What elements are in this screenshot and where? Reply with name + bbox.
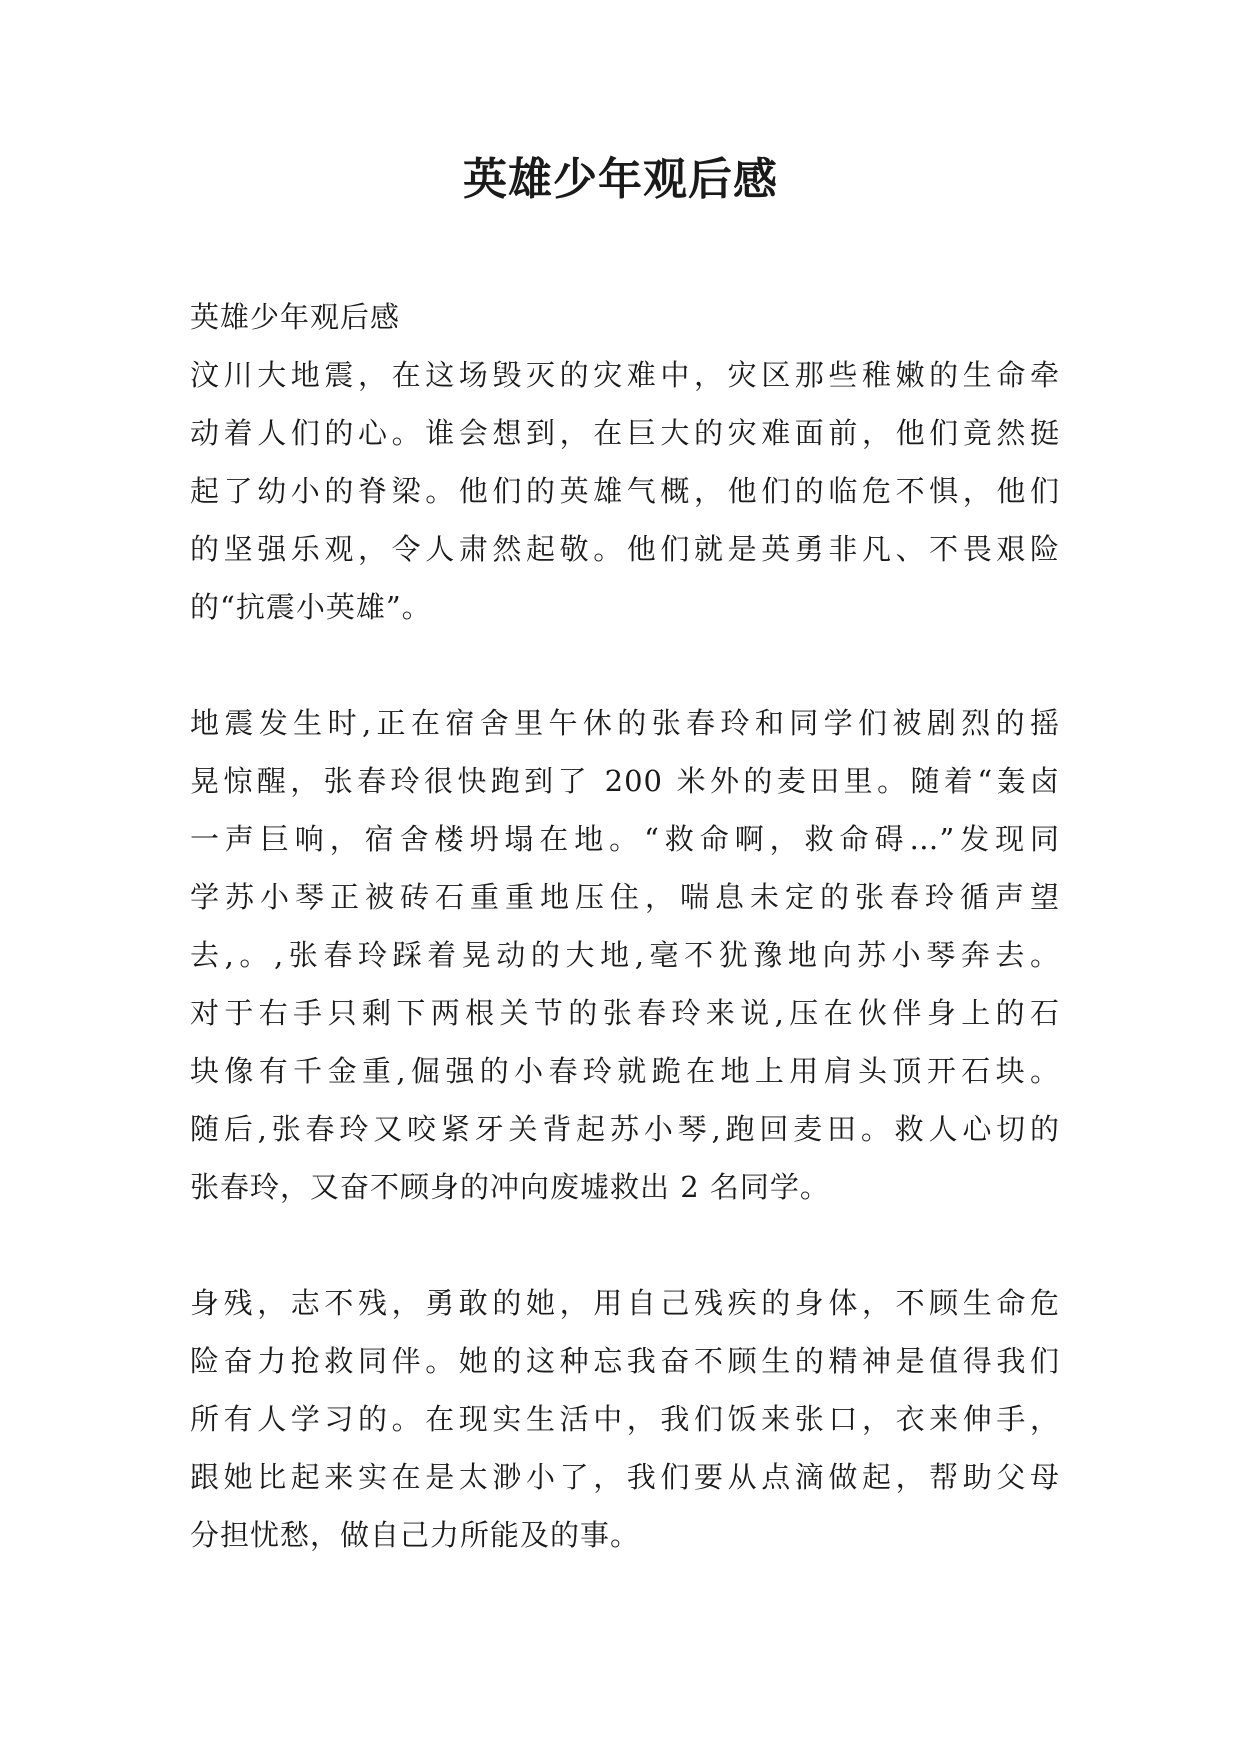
paragraph-line: 身残，志不残，勇敢的她，用自己残疾的身体，不顾生命危 xyxy=(190,1286,1060,1320)
paragraph-2 xyxy=(190,694,1060,1216)
paragraph-line: 起了幼小的脊梁。他们的英雄气概，他们的临危不惧，他们 xyxy=(190,474,1060,508)
paragraph-line: 所有人学习的。在现实生活中，我们饭来张口，衣来伸手， xyxy=(190,1402,1060,1436)
paragraph-line: 张春玲，又奋不顾身的冲向废墟救出 2 名同学。 xyxy=(190,1170,830,1204)
paragraph-line: 动着人们的心。谁会想到，在巨大的灾难面前，他们竟然挺 xyxy=(190,416,1060,450)
document-title: 英雄少年观后感 xyxy=(463,154,778,205)
paragraph-line: 地震发生时,正在宿舍里午休的张春玲和同学们被剧烈的摇 xyxy=(190,706,1060,740)
paragraph-1 xyxy=(190,346,1060,636)
paragraph-gap xyxy=(190,1216,1060,1274)
paragraph-gap xyxy=(190,636,1060,694)
paragraph-line: 险奋力抢救同伴。她的这种忘我奋不顾生的精神是值得我们 xyxy=(190,1344,1060,1378)
paragraph-line: 汶川大地震，在这场毁灭的灾难中，灾区那些稚嫩的生命牵 xyxy=(190,358,1060,392)
paragraph-line: 块像有千金重,倔强的小春玲就跪在地上用肩头顶开石块。 xyxy=(190,1054,1060,1088)
paragraph-line: 跟她比起来实在是太渺小了，我们要从点滴做起，帮助父母 xyxy=(190,1460,1060,1494)
paragraph-line: 晃惊醒，张春玲很快跑到了 200 米外的麦田里。随着“轰卤 xyxy=(190,764,1060,798)
paragraph-line: 学苏小琴正被砖石重重地压住，喘息未定的张春玲循声望 xyxy=(190,880,1060,914)
paragraph-line: 的“抗震小英雄”。 xyxy=(190,590,432,624)
paragraph-line: 去,。,张春玲踩着晃动的大地,毫不犹豫地向苏小琴奔去。 xyxy=(190,938,1060,972)
paragraph-3 xyxy=(190,1274,1060,1564)
paragraph-line: 分担忧愁，做自己力所能及的事。 xyxy=(190,1518,641,1552)
paragraph-line: 的坚强乐观，令人肃然起敬。他们就是英勇非凡、不畏艰险 xyxy=(190,532,1060,566)
paragraph-line: 随后,张春玲又咬紧牙关背起苏小琴,跑回麦田。救人心切的 xyxy=(190,1112,1060,1146)
paragraph-line: 对于右手只剩下两根关节的张春玲来说,压在伙伴身上的石 xyxy=(190,996,1060,1030)
document-subtitle: 英雄少年观后感 xyxy=(190,300,401,334)
paragraph-line: 一声巨响，宿舍楼坍塌在地。“救命啊，救命碍…”发现同 xyxy=(190,822,1060,856)
document-body xyxy=(190,288,1060,1564)
